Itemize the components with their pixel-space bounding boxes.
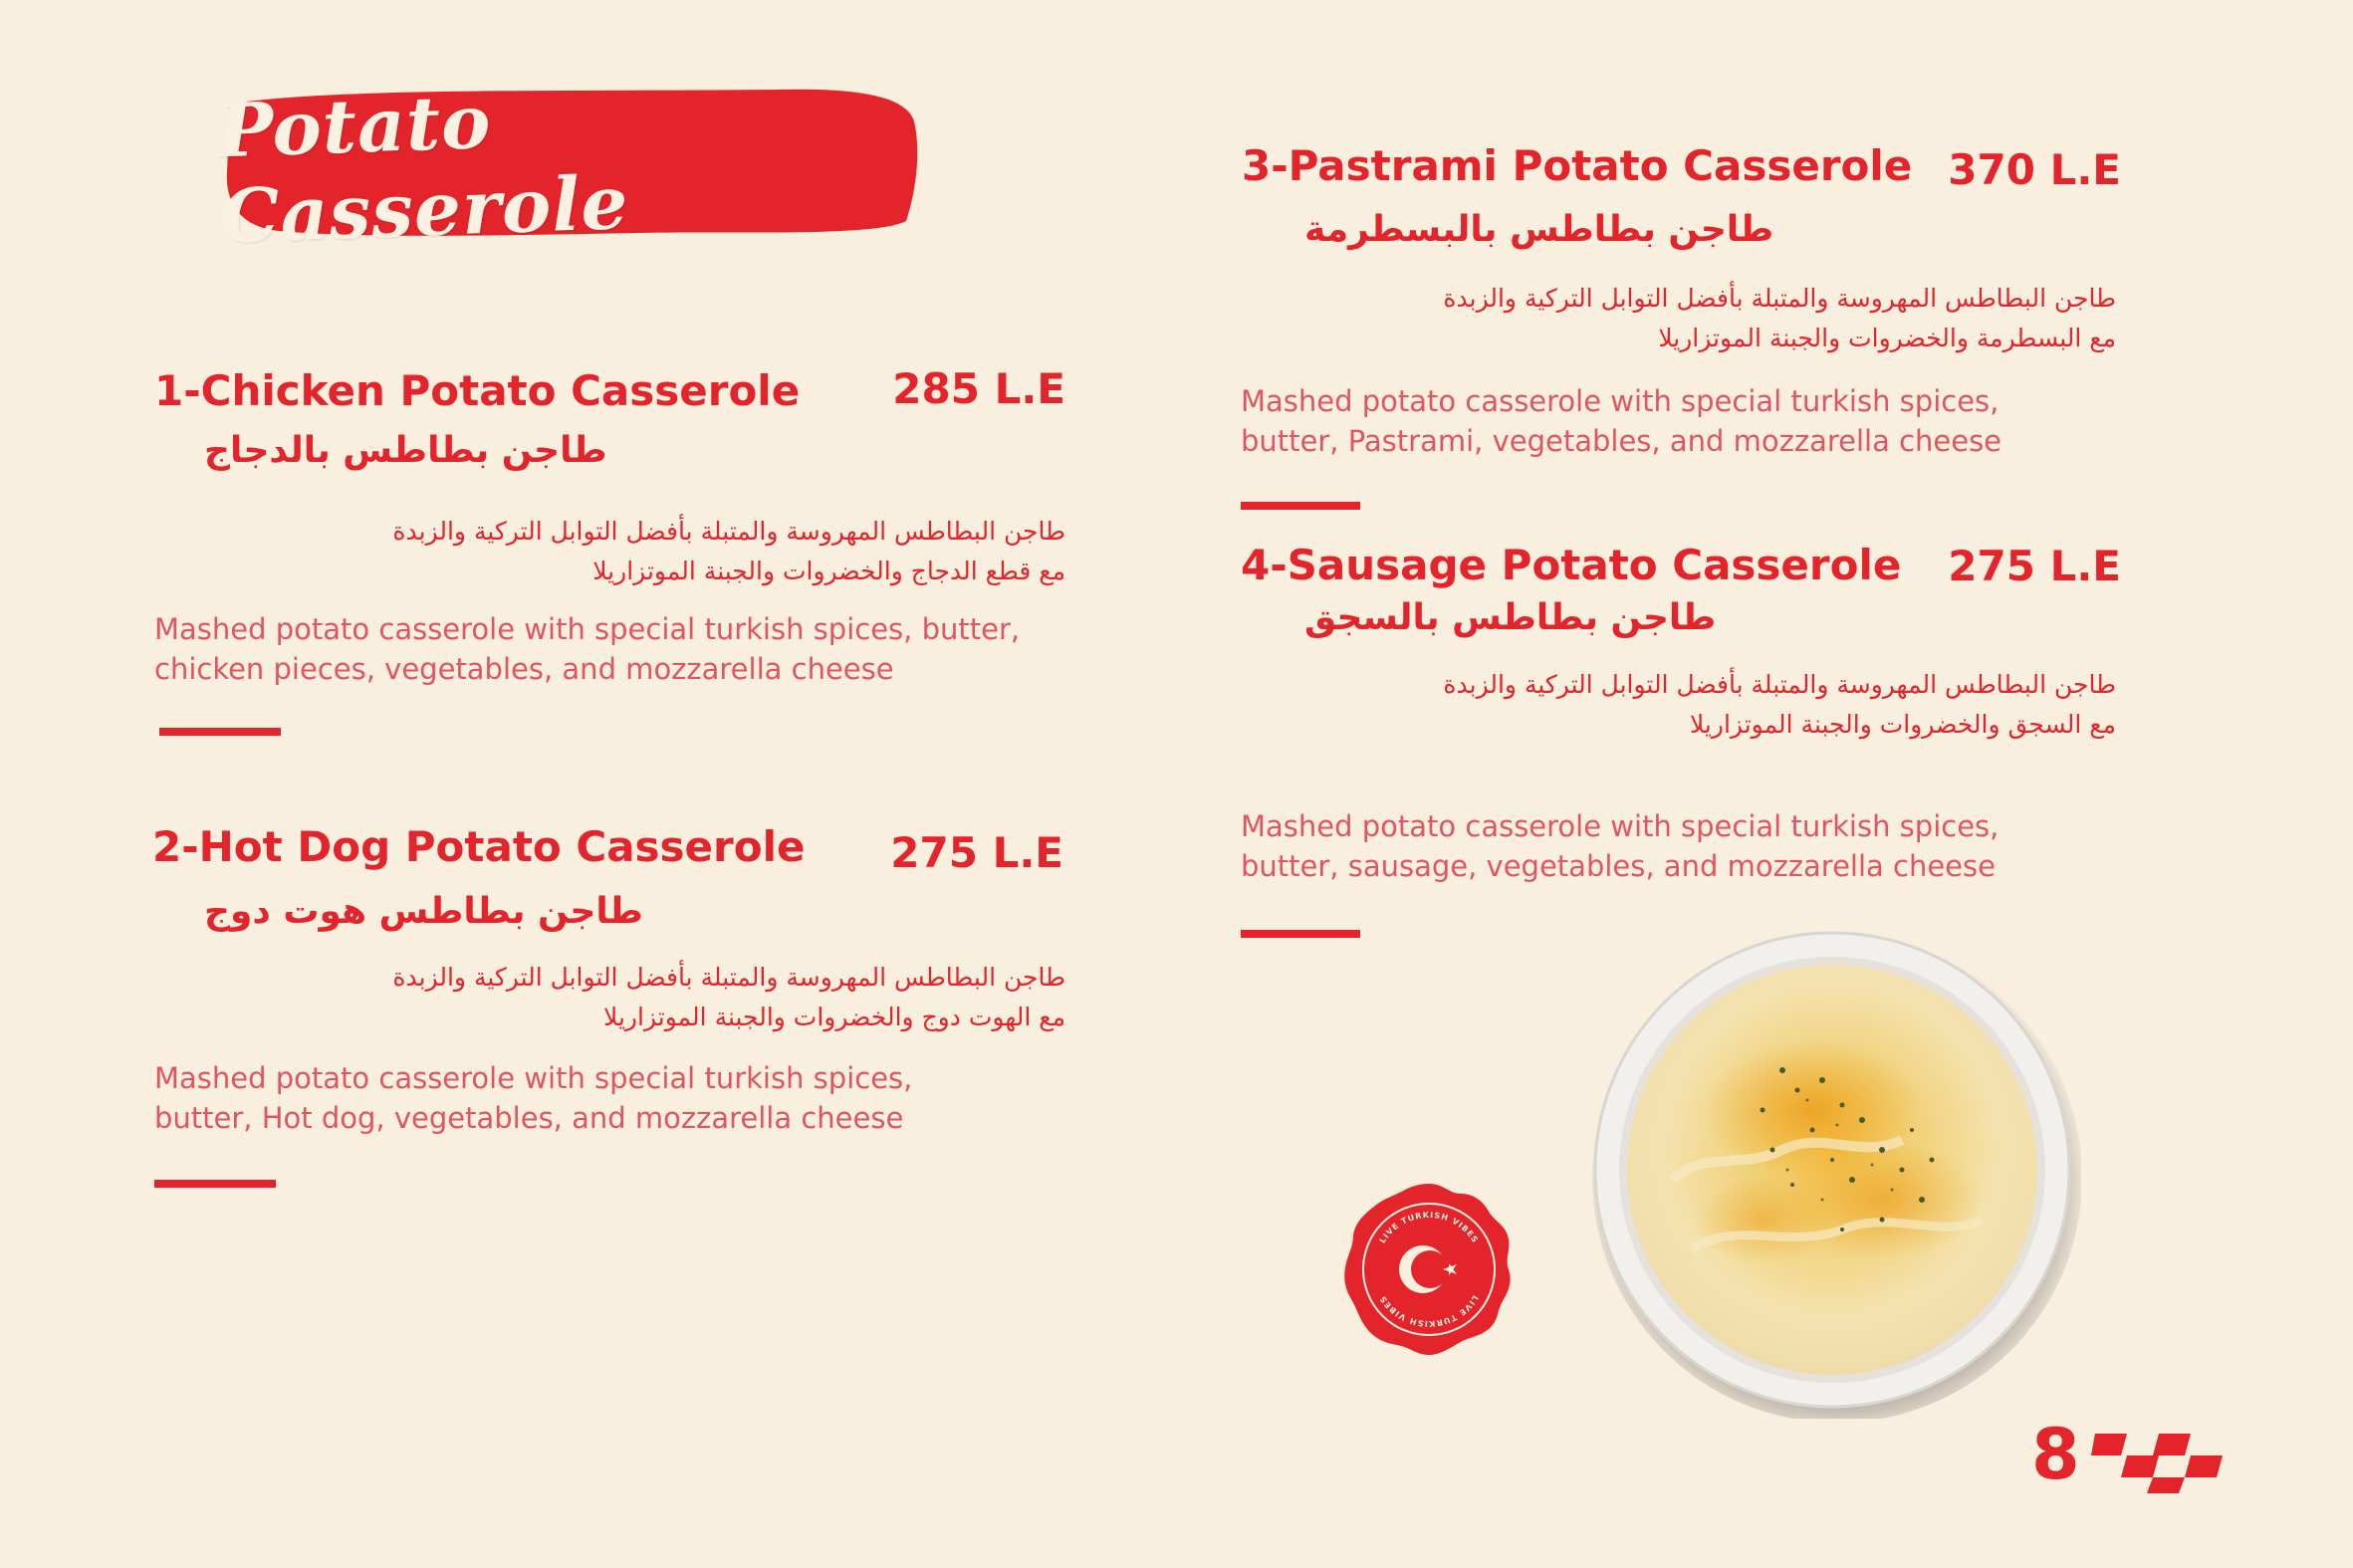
item-3-arabic-description-line-2: مع البسطرمة والخضروات والجبنة الموتزاريلا xyxy=(1658,324,2116,352)
item-2-arabic-description-line-2: مع الهوت دوج والخضروات والجبنة الموتزاريلا xyxy=(603,1003,1065,1031)
item-3-english-description-line-1: Mashed potato casserole with special turkish spices, xyxy=(1241,384,2000,418)
item-3-english-description xyxy=(1241,381,2177,461)
item-1-divider xyxy=(159,728,281,736)
item-1-english-description-line-1: Mashed potato casserole with special turkish spices, butter, xyxy=(154,612,1021,646)
item-2-arabic-description xyxy=(149,958,1065,1037)
item-2-english-description xyxy=(154,1058,1090,1138)
item-4-arabic-description-line-2: مع السجق والخضروات والجبنة الموتزاريلا xyxy=(1690,710,2116,739)
item-2-name: 2-Hot Dog Potato Casserole xyxy=(152,822,806,871)
item-4-english-description xyxy=(1241,806,2177,886)
item-1-english-description-line-2: chicken pieces, vegetables, and mozzarella cheese xyxy=(154,652,894,686)
item-3-arabic-description-line-1: طاجن البطاطس المهروسة والمتبلة بأفضل التوابل التركية والزبدة xyxy=(1443,284,2116,313)
checkered-flag-icon xyxy=(2091,1426,2231,1495)
item-1-arabic-description-line-2: مع قطع الدجاج والخضروات والجبنة الموتزاريلا xyxy=(592,557,1065,585)
menu-title: Potato Casserole xyxy=(216,79,630,261)
item-4-name: 4-Sausage Potato Casserole xyxy=(1241,541,1902,589)
item-4-arabic-description xyxy=(1200,665,2116,745)
item-4-english-description-line-1: Mashed potato casserole with special turkish spices, xyxy=(1241,809,2000,843)
item-1-arabic-description xyxy=(149,512,1065,591)
item-2-arabic-title: طاجن بطاطس هوت دوج xyxy=(204,891,643,932)
item-3-name: 3-Pastrami Potato Casserole xyxy=(1242,141,1913,190)
item-4-arabic-title: طاجن بطاطس بالسجق xyxy=(1304,597,1717,638)
item-3-price: 370 L.E xyxy=(1948,145,2121,194)
item-2-english-description-line-2: butter, Hot dog, vegetables, and mozzarella cheese xyxy=(154,1101,904,1135)
live-turkish-vibes-seal xyxy=(1339,1180,1519,1359)
item-3-divider xyxy=(1241,502,1360,510)
item-2-arabic-description-line-1: طاجن البطاطس المهروسة والمتبلة بأفضل التوابل التركية والزبدة xyxy=(392,963,1065,992)
item-4-arabic-description-line-1: طاجن البطاطس المهروسة والمتبلة بأفضل التوابل التركية والزبدة xyxy=(1443,670,2116,699)
seal-bottom-text: LIVE TURKISH VIBES xyxy=(1377,1293,1481,1329)
item-1-price: 285 L.E xyxy=(892,364,1065,413)
seal-top-text: LIVE TURKISH VIBES xyxy=(1377,1210,1481,1245)
item-3-arabic-title: طاجن بطاطس بالبسطرمة xyxy=(1304,209,1774,250)
item-3-english-description-line-2: butter, Pastrami, vegetables, and mozzarella cheese xyxy=(1241,424,2002,458)
item-1-arabic-description-line-1: طاجن البطاطس المهروسة والمتبلة بأفضل التوابل التركية والزبدة xyxy=(392,517,1065,546)
title-banner xyxy=(216,79,921,261)
page-number: 8 xyxy=(2031,1414,2080,1495)
item-2-price: 275 L.E xyxy=(890,828,1063,877)
item-4-divider xyxy=(1241,930,1360,938)
item-2-english-description-line-1: Mashed potato casserole with special turkish spices, xyxy=(154,1061,913,1095)
item-4-price: 275 L.E xyxy=(1948,542,2121,590)
item-2-divider xyxy=(154,1180,276,1188)
item-4-english-description-line-2: butter, sausage, vegetables, and mozzarella cheese xyxy=(1241,849,1996,883)
item-1-english-description xyxy=(154,609,1090,689)
item-1-name: 1-Chicken Potato Casserole xyxy=(154,366,801,415)
item-3-arabic-description xyxy=(1200,279,2116,358)
potato-casserole-photo xyxy=(1583,921,2081,1419)
item-1-arabic-title: طاجن بطاطس بالدجاج xyxy=(204,430,607,471)
